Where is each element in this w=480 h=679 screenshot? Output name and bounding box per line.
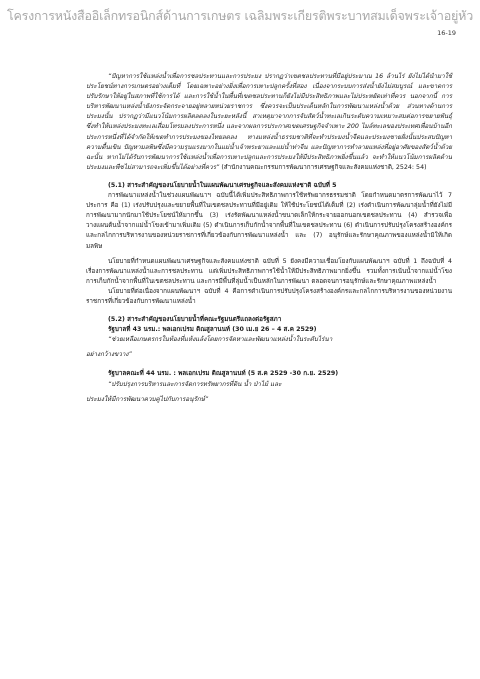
quote-text: “ปัญหาการใช้แหล่งน้ำเพื่อการชลประทานและการประมง ปรากฏว่าเขตชลประทานที่มีอยู่ประมาณ 16 ล้านไร่ ยังไม่ได้นำมาใช้ประโยชน์ทางการเกษตรอย่างเต็มที่ โดยเฉพาะอย่างยิ่งเพื่อการเพาะปลูกครั้งที่สอง เนื่องจากระบบการส่งน้ำยังไม่สมบูรณ์ และขาดการปรับรักษาให้อยู่ในสภาพที่ใช้การได้ และการใช้น้ำในพื้นที่เขตชลประทานก็ยังไม่มีประสิทธิภาพและไม่ประหยัดเท่าที่ควร นอกจากนี้ การบริหารพัฒนาแหล่งน้ำยังกระจัดกระจายอยู่หลายหน่วยราชการ ซึ่งควรจะเป็นประเด็นหลักในการพัฒนาแหล่งน้ำด้วย ส่วนทางด้านการประมงนั้น ปรากฏว่ามีแนวโน้มการผลิตลดลงในระยะหลังนี้ สาเหตุมาจากการจับสัตว์น้ำทะเลเกินระดับความเหมาะสมต่อการขยายพันธุ์ ซึ่งทำให้แหล่งประมงทะเลเสื่อมโทรมลงประการหนึ่ง และจากผลการประกาศเขตเศรษฐกิจจำเพาะ 200 ไมล์ทะเลของประเทศเพื่อนบ้านอีกประการหนึ่งที่ได้จำกัดให้เขตทำการประมงของไทยลดลง ทางแหล่งน้ำธรรมชาติที่จะทำประมงน้ำจืดและประมงชายฝั่งนั้นประสบปัญหาความตื้นเขิน ปัญหามลพิษซึ่งมีความรุนแรงมากในแม่น้ำเจ้าพระยาและแม่น้ำท่าจีน และปัญหาการทำลายแหล่งที่อยู่อาศัยของสัตว์น้ำด้วย ฉะนั้น หากไม่ได้รับการพัฒนาการใช้แหล่งน้ำเพื่อการเพาะปลูกและการประมงให้มีประสิทธิภาพยิ่งขึ้นแล้ว จะทำให้แนวโน้มการผลิตด้านประมงและพืชไม่สามารถจะเพิ่มขึ้นได้อย่างที่ควร”: [86, 73, 452, 171]
header-watermark: โครงการหนังสืออิเล็กทรอนิกส์ด้านการเกษตร เฉลิมพระเกียรติพระบาทสมเด็จพระเจ้าอยู่หัว: [6, 8, 474, 23]
section-5-1-paragraph-3: นโยบายที่ต่อเนื่องจากแผนพัฒนาฯ ฉบับที่ 4 คือการดำเนินการปรับปรุงโครงสร้างองค์กรและกลไกการบริหารงานของหน่วยงานราชการที่เกี่ยวข้องกับการพัฒนาแหล่งน้ำ: [86, 287, 452, 305]
quote-paragraph: [86, 72, 452, 173]
section-5-1-heading: (5.1) สาระสำคัญของนโยบายน้ำในแผนพัฒนาเศรษฐกิจและสังคมแห่งชาติ ฉบับที่ 5: [108, 181, 337, 189]
page-number: 16-19: [437, 29, 456, 37]
decree-1-title: รัฐบาลที่ 43 นรม.: พลเอกเปรม ติณสูลานนท์ (30 เม.ย 26 – 4 ส.ค 2529): [108, 326, 317, 334]
decree-2-quote-continuation: ประมงให้มีการพัฒนาควบคู่ไปกับการอนุรักษ์”: [86, 395, 209, 403]
quote-citation: (สำนักงานคณะกรรมการพัฒนาการเศรษฐกิจและสังคมแห่งชาติ, 2524: 54): [219, 163, 427, 171]
document-body: [86, 72, 452, 405]
decree-2-title: รัฐบาลคณะที่ 44 นรม. : พลเอกเปรม ติณสูลานนท์ (5 ส.ค 2529 -30 ก.ย. 2529): [108, 370, 339, 378]
decree-1-quote: “ช่วยเหลือเกษตรกรในท้องที่แห้งแล้งโดยการจัดหาและพัฒนาแหล่งน้ำในระดับไร่นา: [108, 336, 333, 344]
decree-1-quote-continuation: อย่างกว้างขวาง”: [86, 351, 132, 359]
section-5-1-paragraph-2: นโยบายที่กำหนดแผนพัฒนาเศรษฐกิจและสังคมแห่งชาติ ฉบับที่ 5 ยังคงมีความเชื่อมโยงกับแผนพัฒนาฯ ฉบับที่ 1 ถึงฉบับที่ 4 เรื่องการพัฒนาแหล่งน้ำและการชลประทาน แต่เพิ่มประสิทธิภาพการใช้น้ำให้มีประสิทธิภาพมากยิ่งขึ้น รวมทั้งการเน้นน้ำจากแม่น้ำโขง การเก็บกักน้ำจากพื้นที่ในเขตชลประทาน และการมีพื้นที่ลุ่มน้ำเป็นหลักในการพัฒนา ตลอดจนการอนุรักษ์และรักษาคุณภาพแหล่งน้ำ: [86, 257, 452, 285]
section-5-2-heading: (5.2) สาระสำคัญของนโยบายน้ำที่คณะรัฐมนตรีแถลงต่อรัฐสภา: [108, 316, 282, 324]
decree-2-quote: “ปรับปรุงการบริหารและการจัดการทรัพยากรที่ดิน น้ำ ป่าไม้ และ: [108, 380, 282, 388]
section-5-1-paragraph-1: การพัฒนาแหล่งน้ำในช่วงแผนพัฒนาฯ ฉบับนี้ได้เพิ่มประสิทธิภาพการใช้ทรัพยากรธรรมชาติ โดยกำหนดมาตรการพัฒนาไว้ 7 ประการ คือ (1) เร่งปรับปรุงและขยายพื้นที่ในเขตชลประทานที่มีอยู่เดิม ให้ใช้ประโยชน์ได้เต็มที่ (2) เร่งดำเนินการพัฒนาลุ่มน้ำที่ยังไม่มีการพัฒนามากนักมาใช้ประโยชน์ให้มากขึ้น (3) เร่งรัดพัฒนาแหล่งน้ำขนาดเล็กให้กระจายออกนอกเขตชลประทาน (4) สำรวจเพื่อวางแผนต้นน้ำจากแม่น้ำโขงเข้ามาเพิ่มเติม (5) ดำเนินการเก็บกักน้ำจากพื้นที่ในเขตชลประทาน (6) ดำเนินการปรับปรุงโครงสร้างองค์กรและกลไกการบริหารงานของหน่วยราชการที่เกี่ยวข้องกับการพัฒนาแหล่งน้ำ และ (7) อนุรักษ์และรักษาคุณภาพของแหล่งน้ำมิให้เกิดมลพิษ: [86, 192, 452, 250]
